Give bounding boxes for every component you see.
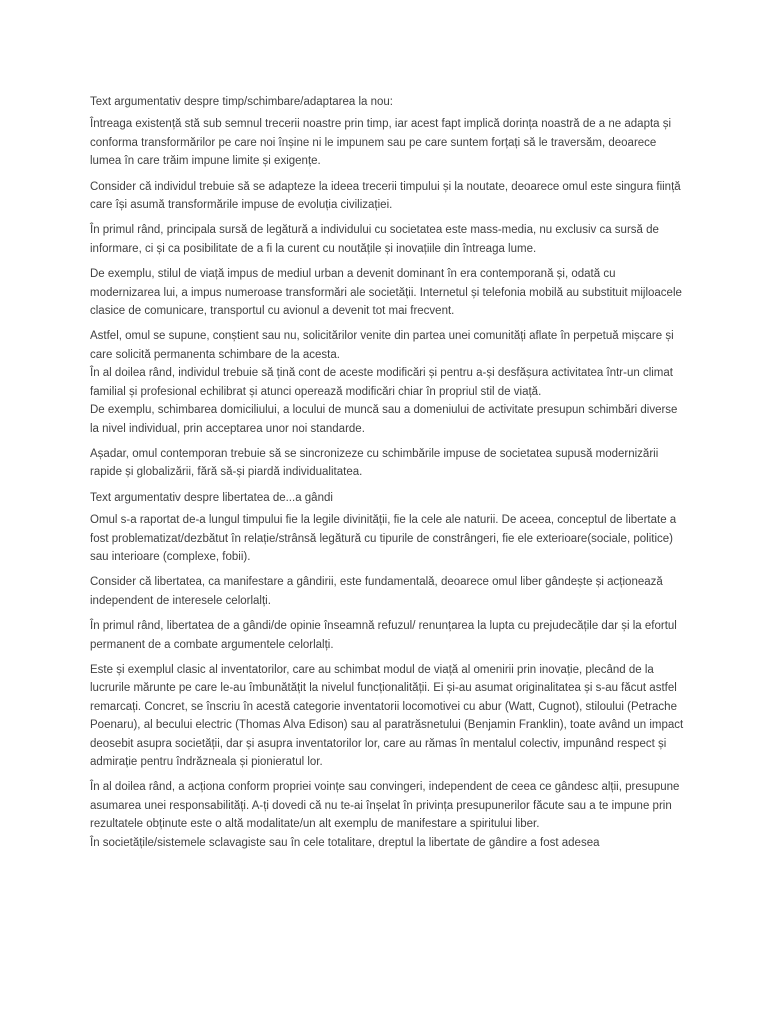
paragraph: De exemplu, schimbarea domiciliului, a locului de muncă sau a domeniului de activitate presupun schimbări diverse la nivel individual, prin acceptarea unor noi standarde. <box>90 404 678 435</box>
document-content <box>90 93 684 859</box>
paragraph: În al doilea rând, individul trebuie să țină cont de aceste modificări și pentru a-și desfășura activitatea într-un climat familial și profesional echilibrat și atunci operează modificări chiar în propriul stil de viață. <box>90 367 673 398</box>
paragraph: În societățile/sistemele sclavagiste sau în cele totalitare, dreptul la libertate de gândire a fost adesea <box>90 836 600 849</box>
section-heading: Text argumentativ despre libertatea de...a gândi <box>90 491 333 504</box>
paragraph: De exemplu, stilul de viață impus de mediul urban a devenit dominant în era contemporană și, odată cu modernizarea lui, a impus numeroase transformări ale societății. Internetul și telefonia mobilă au substituit mijloacele clasice de comunicare, transportul cu avionul a devenit tot mai frecvent. <box>90 268 682 318</box>
paragraph: Întreaga existență stă sub semnul trecerii noastre prin timp, iar acest fapt implică dorința noastră de a ne adapta și conforma transformărilor pe care noi înșine ni le impunem sau pe care suntem forțați să le traversăm, deoarece lumea în care trăim impune limite și exigențe. <box>90 118 672 168</box>
paragraph: Așadar, omul contemporan trebuie să se sincronizeze cu schimbările impuse de societatea supusă modernizării rapide și globalizării, fără să-și piardă individualitatea. <box>90 447 659 479</box>
paragraph: Consider că individul trebuie să se adapteze la ideea trecerii timpului și la noutate, deoarece omul este singura ființă care își asumă transformările impuse de evoluția civilizației. <box>90 180 681 212</box>
paragraph: Astfel, omul se supune, conștient sau nu, solicitărilor venite din partea unei comunități aflate în perpetuă mișcare și care solicită permanenta schimbare de la acesta. <box>90 330 674 361</box>
section-heading: Text argumentativ despre timp/schimbare/adaptarea la nou: <box>90 96 393 108</box>
paragraph: În al doilea rând, a acționa conform propriei voințe sau convingeri, independent de ceea ce gândesc alții, presupune asumarea unei responsabilități. A-ți dovedi că nu te-ai înșelat în privința presupunerilor făcute sau a te impune prin rezultatele obținute este o altă modalitate/un alt exemplu de manifestare a spiritului liber. <box>90 781 680 831</box>
paragraph: În primul rând, principala sursă de legătură a individului cu societatea este mass-media, nu exclusiv ca sursă de informare, ci și ca posibilitate de a fi la curent cu noutățile și inovațiile din întreaga lume. <box>90 224 659 255</box>
paragraph: Omul s-a raportat de-a lungul timpului fie la legile divinității, fie la cele ale naturii. De aceea, conceptul de libertate a fost problematizat/dezbătut în relație/strânsă legătură cu tipurile de constrângeri, fie ele exterioare(sociale, politice) sau interioare (complexe, fobii). <box>90 514 677 563</box>
paragraph: Este și exemplul clasic al inventatorilor, care au schimbat modul de viață al omenirii prin inovație, plecând de la lucrurile mărunte pe care le-au îmbunătățit la nivelul funcționalității. Ei și-au asumat originalitatea și s-au făcut astfel remarcați. Concret, se înscriu în acestă categorie inventatorii locomotivei cu abur (Watt, Cugnot), stiloului (Petrache Poenaru), al becului electric (Thomas Alva Edison) sau al paratrăsnetului (Benjamin Franklin), toate având un impact deosebit asupra societății, dar și asupra inventatorilor lor, care au rămas în mentalul colectiv, impunând respect și admirație pentru îndrăzneala și pionieratul lor. <box>90 663 684 768</box>
paragraph: Consider că libertatea, ca manifestare a gândirii, este fundamentală, deoarece omul liber gândește și acționează independent de interesele celorlalți. <box>90 576 663 607</box>
paragraph: În primul rând, libertatea de a gândi/de opinie înseamnă refuzul/ renunțarea la lupta cu prejudecățile dar și la efortul permanent de a combate argumentele celorlalți. <box>90 620 677 651</box>
